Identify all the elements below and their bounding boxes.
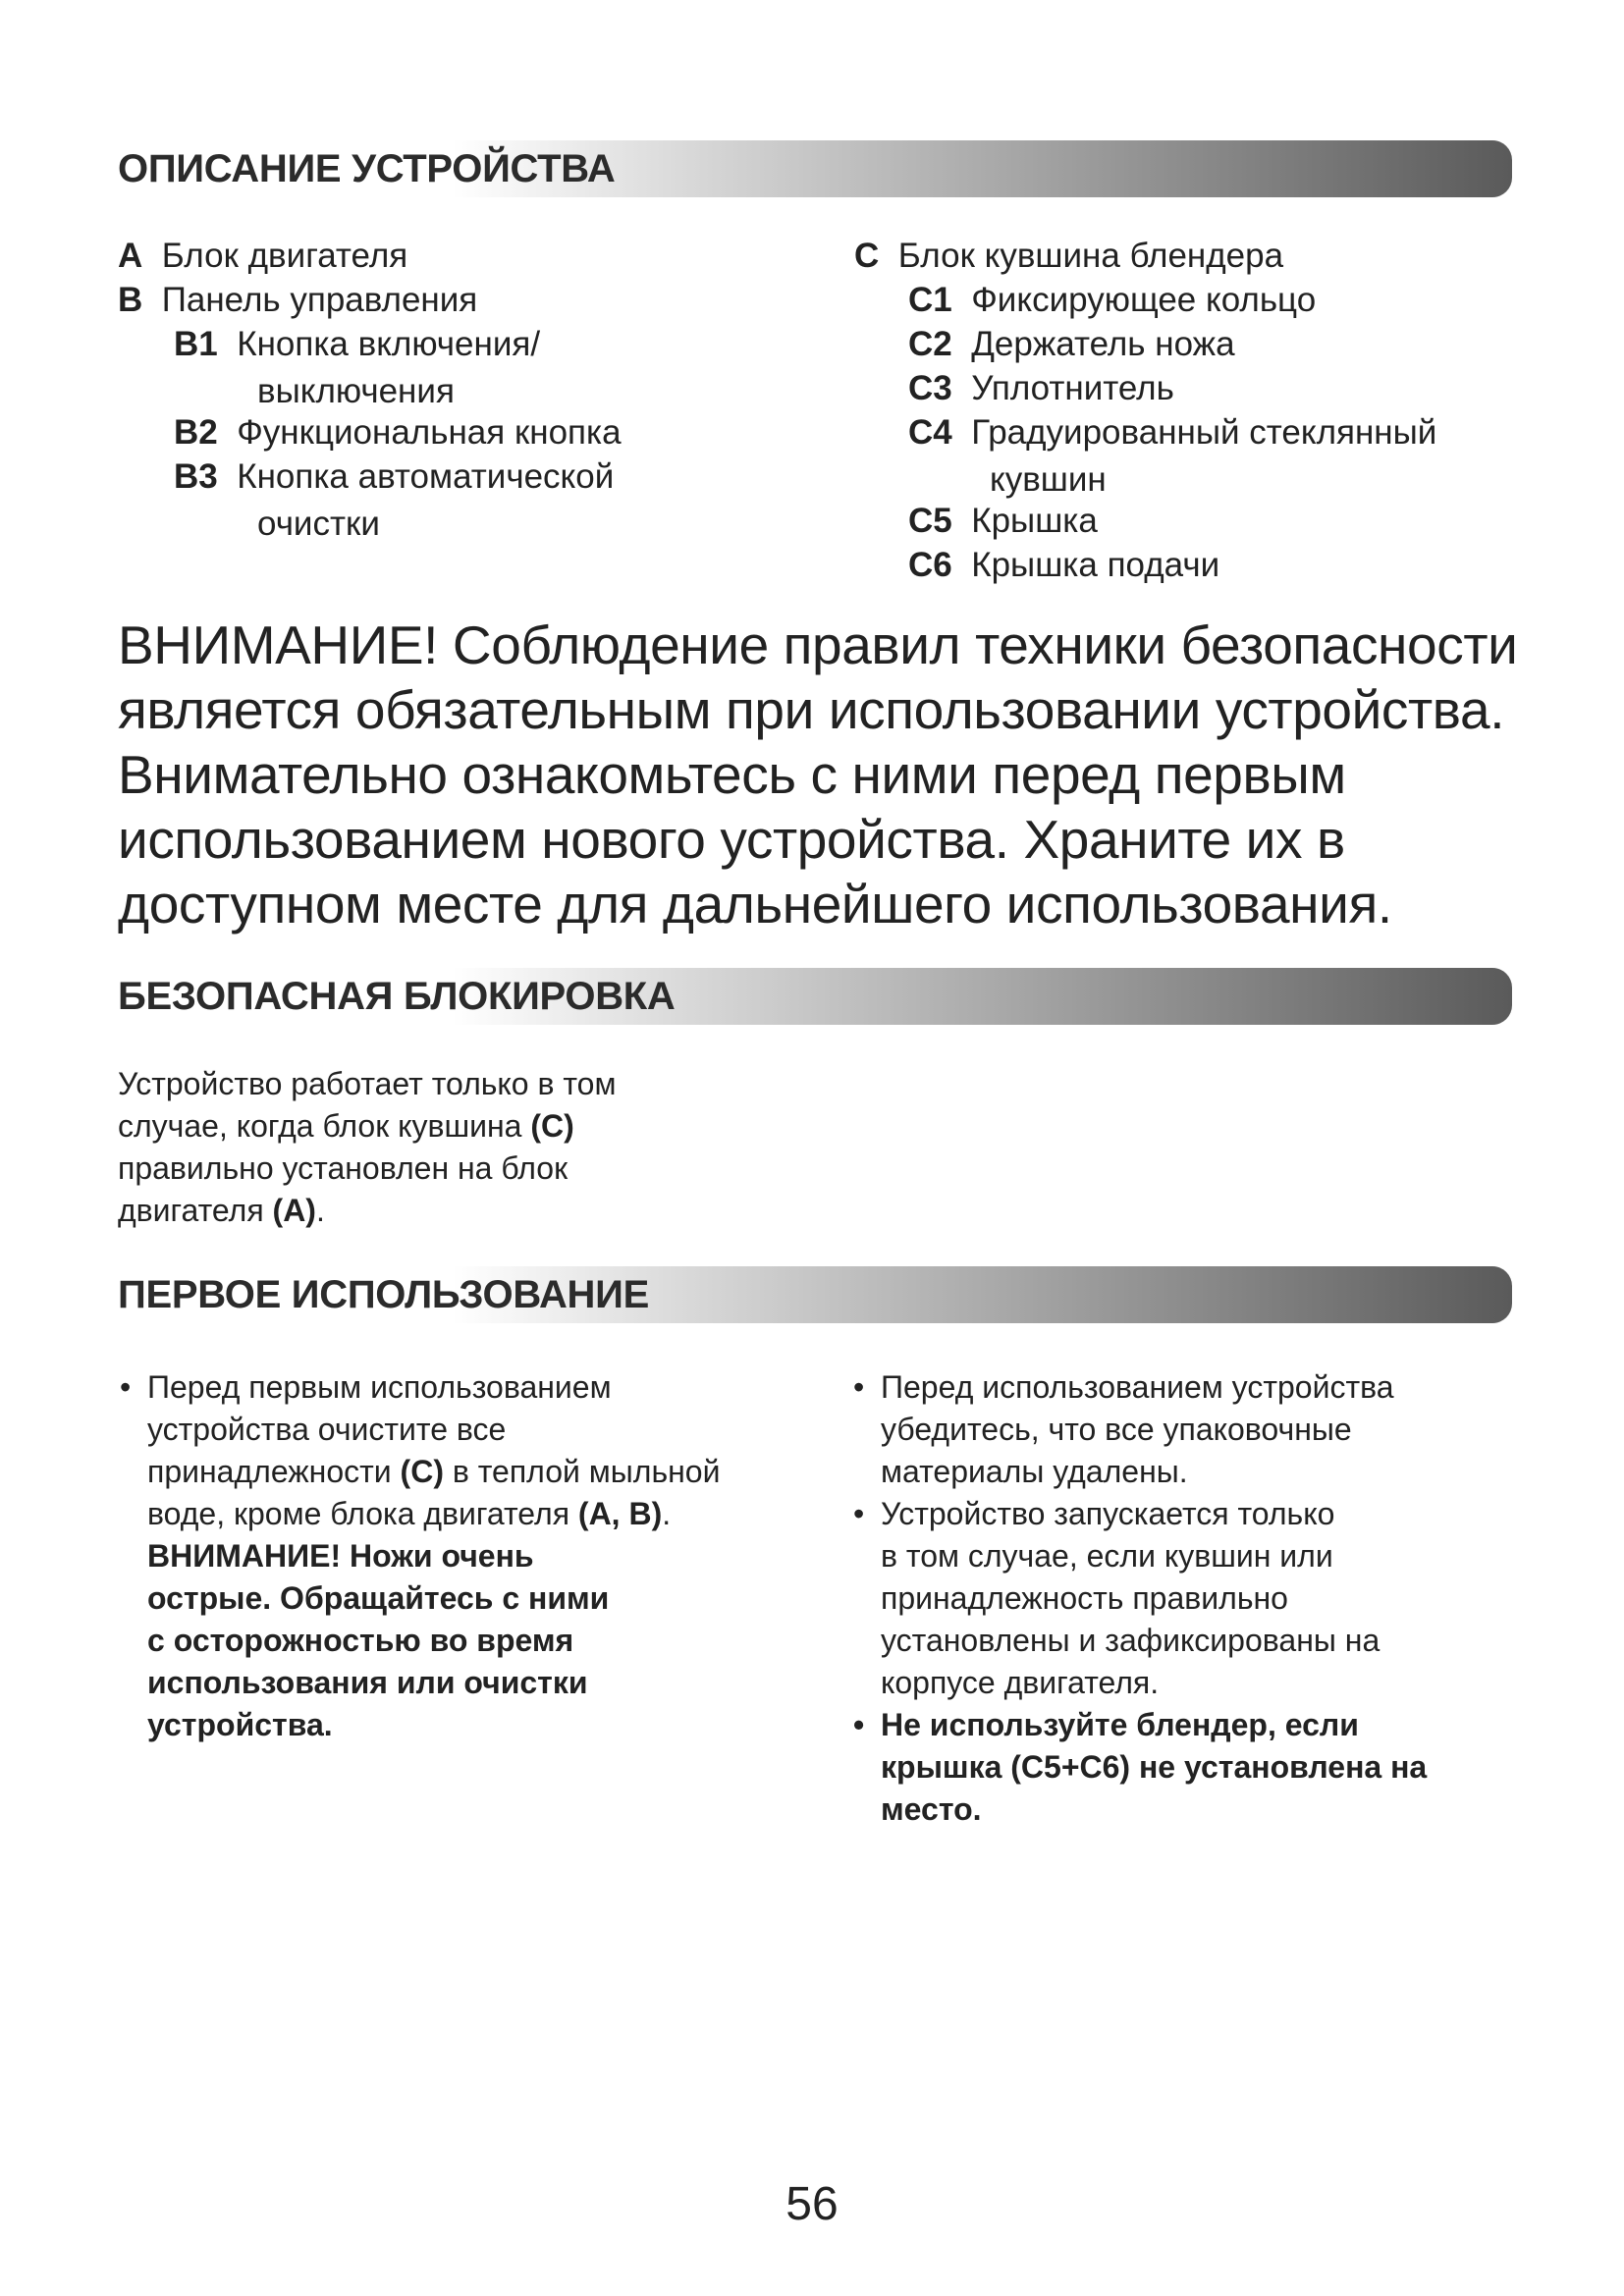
part-label: Функциональная кнопка (237, 413, 622, 452)
text-line: случае, когда блок кувшина (C) (118, 1108, 574, 1144)
part-label: Блок двигателя (161, 237, 408, 275)
part-label: Крышка (971, 502, 1098, 540)
part-code: B1 (174, 325, 218, 363)
warning-line: доступном месте для дальнейшего использования. (118, 874, 1392, 934)
part-code: C4 (908, 413, 952, 452)
part-b1-continuation: выключения (257, 372, 455, 410)
part-code: C3 (908, 369, 952, 407)
part-label: Кнопка включения/ (237, 325, 541, 363)
bullet-dot: • (853, 1496, 865, 1531)
warning-line: ВНИМАНИЕ! Соблюдение правил техники безопасности (118, 614, 1518, 675)
part-code: A (118, 237, 143, 275)
part-label: Панель управления (161, 281, 478, 319)
bullet-dot: • (853, 1369, 865, 1405)
part-a (118, 234, 407, 278)
part-label: Градуированный стеклянный (971, 413, 1437, 452)
section-title-description: ОПИСАНИЕ УСТРОЙСТВА (118, 147, 616, 190)
part-label: Уплотнитель (971, 369, 1174, 407)
part-c4-continuation: кувшин (990, 460, 1107, 499)
part-code: C2 (908, 325, 952, 363)
section-title-first-use: ПЕРВОЕ ИСПОЛЬЗОВАНИЕ (118, 1273, 649, 1316)
part-b3 (174, 454, 614, 499)
bullet-dot: • (120, 1369, 132, 1405)
part-code: C6 (908, 546, 952, 584)
part-code: C1 (908, 281, 952, 319)
first-use-bullet-right-1: • Перед использованием устройства убедитесь, что все упаковочные материалы удалены. (881, 1366, 1394, 1493)
first-use-bullet-right-2: • Устройство запускается только в том случае, если кувшин или принадлежность правильно установлены и зафиксированы на корпусе двигателя. (881, 1493, 1380, 1704)
part-code: C5 (908, 502, 952, 540)
part-b2 (174, 410, 622, 454)
part-b (118, 278, 477, 322)
part-label: Крышка подачи (971, 546, 1220, 584)
part-code: B3 (174, 457, 218, 496)
safety-warning (118, 613, 1522, 936)
text-line: Устройство работает только в том (118, 1066, 617, 1101)
part-code: B (118, 281, 143, 319)
bullet-dot: • (853, 1707, 865, 1742)
safety-lock-text (118, 1063, 616, 1232)
first-use-bullet-right-3: • Не используйте блендер, если крышка (C5+C6) не установлена на место. (881, 1704, 1427, 1831)
warning-line: Внимательно ознакомьтесь с ними перед первым (118, 744, 1346, 805)
part-c2 (908, 322, 1235, 366)
part-c3 (908, 366, 1174, 410)
page-number: 56 (785, 2178, 839, 2230)
text-line: двигателя (A). (118, 1193, 325, 1228)
part-c6 (908, 543, 1219, 587)
part-label: Блок кувшина блендера (897, 237, 1284, 275)
text-line: правильно установлен на блок (118, 1150, 568, 1186)
part-label: Фиксирующее кольцо (971, 281, 1317, 319)
part-b3-continuation: очистки (257, 505, 380, 543)
part-code: B2 (174, 413, 218, 452)
part-b1 (174, 322, 540, 366)
part-c5 (908, 499, 1098, 543)
part-c1 (908, 278, 1316, 322)
part-label: Кнопка автоматической (237, 457, 615, 496)
part-c (854, 234, 1283, 278)
knife-warning: ВНИМАНИЕ! Ножи очень (147, 1538, 534, 1574)
part-code: C (854, 237, 880, 275)
part-label: Держатель ножа (971, 325, 1235, 363)
warning-line: является обязательным при использовании устройства. (118, 679, 1505, 740)
part-c4 (908, 410, 1436, 454)
warning-line: использованием нового устройства. Храните их в (118, 809, 1345, 870)
first-use-bullet-left: • Перед первым использованием устройства очистите все принадлежности (C) в теплой мыльной воде, кроме блока двигателя (A, B). ВНИМАНИЕ! Ножи очень острые. Обращайтесь с ними с осторожностью во время использования или очистки устройства. (147, 1366, 720, 1746)
section-title-safety-lock: БЕЗОПАСНАЯ БЛОКИРОВКА (118, 975, 676, 1018)
